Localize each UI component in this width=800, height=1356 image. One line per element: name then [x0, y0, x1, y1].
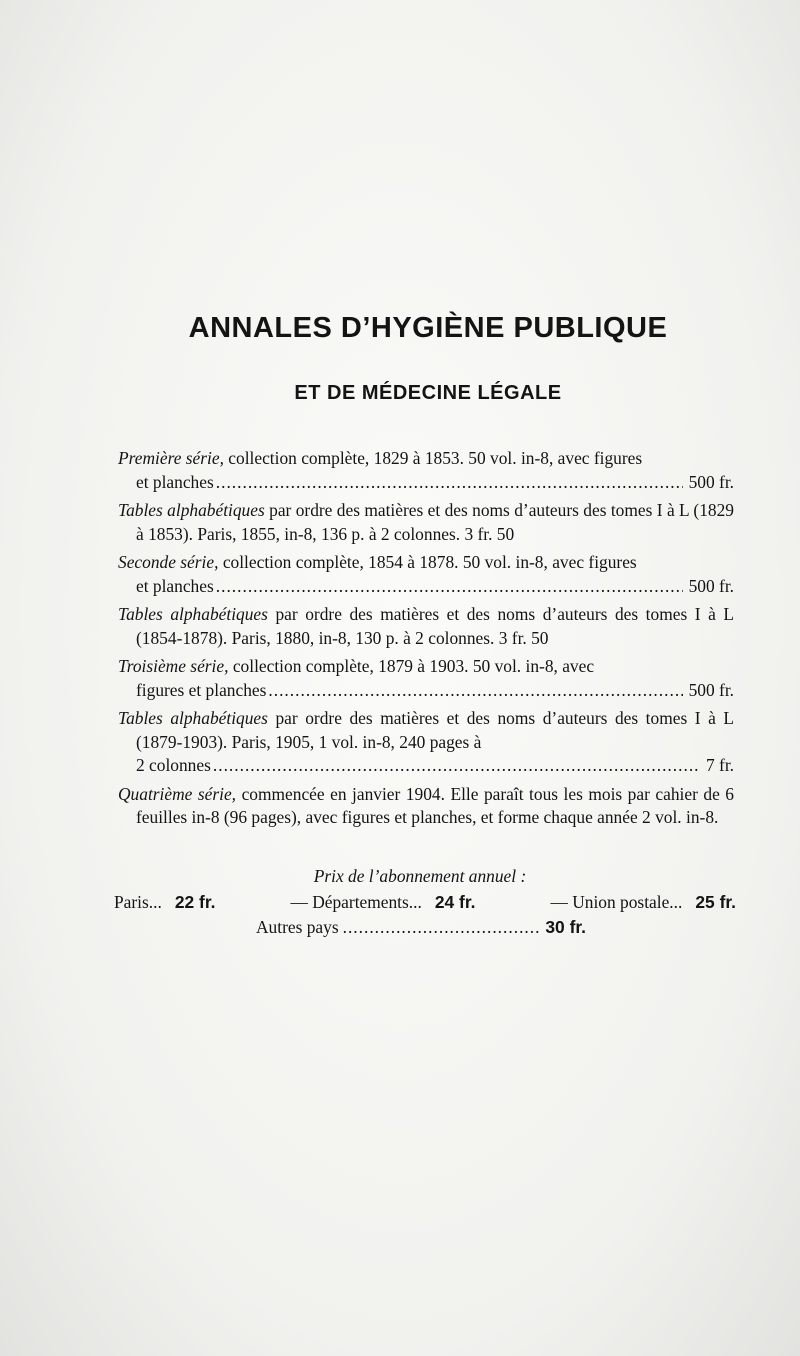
union-price: 25 fr. [695, 892, 736, 912]
entry-text: collection complète, 1829 à 1853. 50 vol. in-8, avec figures [228, 448, 643, 468]
subscription-prices [114, 892, 736, 913]
entry-troisieme-serie [118, 655, 734, 702]
entry-leader-line [136, 679, 734, 703]
entry-lead: Première série, [118, 448, 224, 468]
entry-price: 500 fr. [688, 471, 734, 492]
paris-label: Paris... [114, 892, 162, 912]
entry-tables-2 [118, 603, 734, 650]
departements-label: — Départements... [290, 892, 422, 912]
entry-text: collection complète, 1879 à 1903. 50 vol. in-8, avec [232, 656, 595, 676]
catalogue-entries [118, 447, 734, 835]
price-paris [114, 892, 215, 913]
entry-lead: Troisième série, [118, 656, 229, 676]
entry-price: 500 fr. [688, 575, 734, 596]
autres-price: 30 fr. [545, 917, 586, 937]
entry-seconde-serie [118, 551, 734, 598]
show-through-decoration [0, 100, 800, 134]
dot-leader [268, 679, 682, 703]
entry-line2: et planches [136, 575, 214, 596]
entry-text: commencée en janvier 1904. Elle paraît tous les mois par cahier de 6 feuilles in-8 (96 pages), avec figures et planches, et forme chaque année 2 vol. in-8. [136, 783, 734, 827]
entry-leader-line [136, 471, 734, 495]
entry-text: collection complète, 1854 à 1878. 50 vol. in-8, avec figures [222, 552, 637, 572]
entry-lead: Quatrième série, [118, 783, 237, 804]
journal-title: ANNALES D’HYGIÈNE PUBLIQUE [188, 312, 668, 344]
entry-premiere-serie [118, 447, 734, 494]
entry-lead: Tables alphabétiques [118, 500, 265, 520]
entry-lead: Tables alphabétiques [118, 708, 268, 728]
entry-lead: Tables alphabétiques [118, 604, 268, 624]
dot-leader [343, 917, 542, 938]
subscription-heading: Prix de l’abonnement annuel : [313, 866, 527, 886]
entry-lead: Seconde série, [118, 552, 219, 572]
departements-price: 24 fr. [434, 892, 476, 912]
price-departements [290, 892, 475, 913]
entry-tables-3 [118, 707, 734, 778]
entry-price: 500 fr. [688, 679, 734, 700]
entry-leader-line [136, 575, 734, 599]
dot-leader [213, 754, 700, 778]
entry-quatrieme-serie [118, 783, 734, 830]
entry-line2: et planches [136, 471, 214, 492]
autres-label: Autres pays [256, 917, 339, 937]
price-autres-pays [256, 917, 586, 938]
entry-leader-line [136, 754, 734, 778]
entry-text: par ordre des matières et des noms d’auteurs des tomes I à L (1879-1903). Paris, 1905, 1 vol. in-8, 240 pages à [136, 708, 735, 752]
paris-price: 22 fr. [174, 892, 216, 912]
price-union-postale [550, 892, 736, 913]
entry-line2: 2 colonnes [136, 755, 211, 775]
entry-text: par ordre des matières et des noms d’auteurs des tomes I à L (1854-1878). Paris, 1880, in-8, 130 p. à 2 colonnes. 3 fr. 50 [136, 604, 735, 648]
entry-text: par ordre des matières et des noms d’auteurs des tomes I à L (1829 à 1853). Paris, 1855, in-8, 136 p. à 2 colonnes. 3 fr. 50 [136, 500, 734, 544]
entry-tables-1 [118, 499, 734, 546]
dot-leader [216, 575, 683, 599]
entry-price: 7 fr. [705, 755, 734, 775]
entry-line2: figures et planches [136, 679, 267, 700]
journal-subtitle: ET DE MÉDECINE LÉGALE [294, 382, 562, 404]
dot-leader [216, 471, 683, 495]
union-label: — Union postale... [550, 892, 683, 912]
